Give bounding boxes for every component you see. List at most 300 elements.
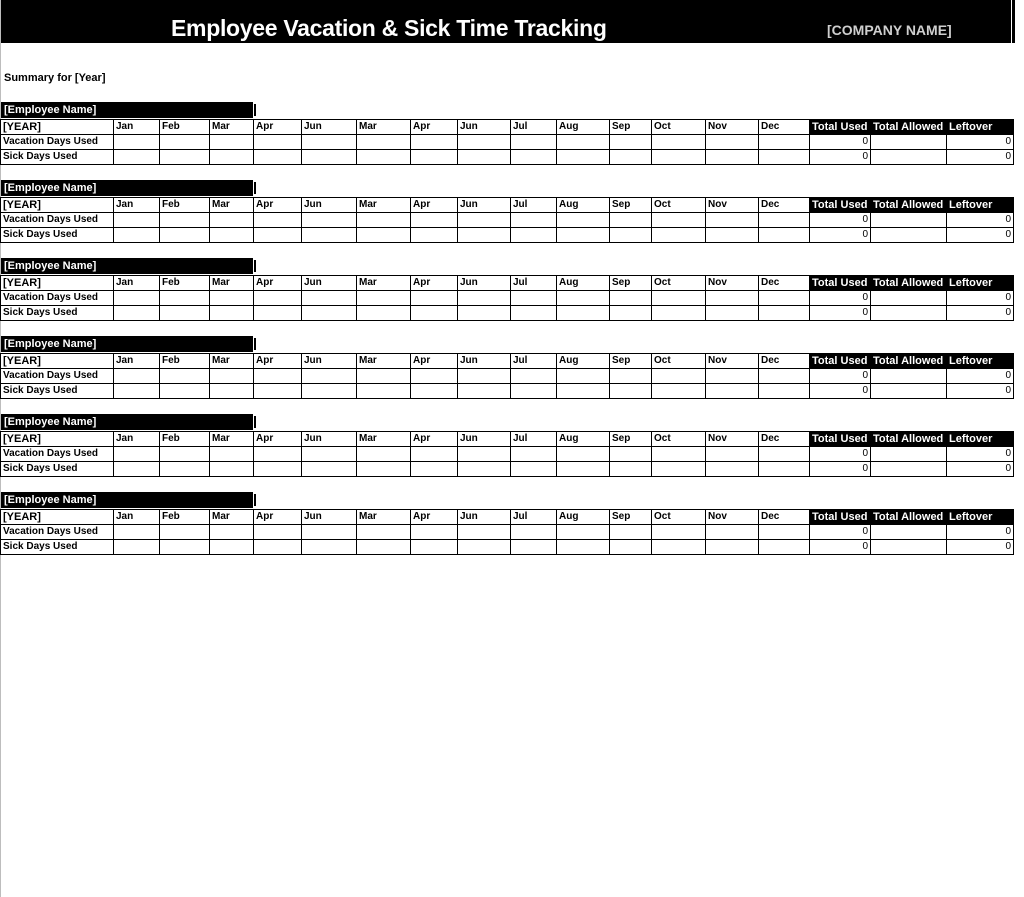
day-entry-cell[interactable] bbox=[610, 447, 652, 462]
sick-row-label: Sick Days Used bbox=[1, 384, 114, 399]
day-entry-cell[interactable] bbox=[610, 213, 652, 228]
sick-row bbox=[1, 384, 1014, 399]
total-allowed-cell[interactable] bbox=[871, 213, 947, 228]
day-entry-cell[interactable] bbox=[411, 540, 458, 555]
day-entry-cell[interactable] bbox=[759, 135, 810, 150]
day-entry-cell[interactable] bbox=[759, 525, 810, 540]
day-entry-cell[interactable] bbox=[706, 306, 759, 321]
tracking-table bbox=[0, 275, 1014, 321]
day-entry-cell[interactable] bbox=[357, 540, 411, 555]
total-used-cell: 0 bbox=[810, 228, 871, 243]
day-entry-cell[interactable] bbox=[160, 369, 210, 384]
day-entry-cell[interactable] bbox=[411, 306, 458, 321]
month-header: Aug bbox=[557, 510, 610, 525]
year-cell[interactable]: [YEAR] bbox=[1, 198, 114, 213]
day-entry-cell[interactable] bbox=[411, 135, 458, 150]
day-entry-cell[interactable] bbox=[511, 213, 557, 228]
day-entry-cell[interactable] bbox=[652, 291, 706, 306]
total-used-cell: 0 bbox=[810, 462, 871, 477]
day-entry-cell[interactable] bbox=[302, 228, 357, 243]
day-entry-cell[interactable] bbox=[114, 135, 160, 150]
leftover-header: Leftover bbox=[947, 354, 1014, 369]
day-entry-cell[interactable] bbox=[160, 150, 210, 165]
day-entry-cell[interactable] bbox=[652, 525, 706, 540]
day-entry-cell[interactable] bbox=[610, 369, 652, 384]
day-entry-cell[interactable] bbox=[706, 150, 759, 165]
table-header-row bbox=[1, 354, 1014, 369]
day-entry-cell[interactable] bbox=[357, 384, 411, 399]
day-entry-cell[interactable] bbox=[511, 462, 557, 477]
day-entry-cell[interactable] bbox=[610, 540, 652, 555]
month-header: Jul bbox=[511, 198, 557, 213]
day-entry-cell[interactable] bbox=[652, 135, 706, 150]
total-used-cell: 0 bbox=[810, 135, 871, 150]
day-entry-cell[interactable] bbox=[511, 306, 557, 321]
vacation-row bbox=[1, 291, 1014, 306]
day-entry-cell[interactable] bbox=[302, 462, 357, 477]
day-entry-cell[interactable] bbox=[210, 150, 254, 165]
month-header: Oct bbox=[652, 120, 706, 135]
day-entry-cell[interactable] bbox=[114, 213, 160, 228]
month-header: Apr bbox=[254, 510, 302, 525]
day-entry-cell[interactable] bbox=[557, 462, 610, 477]
total-allowed-cell[interactable] bbox=[871, 462, 947, 477]
day-entry-cell[interactable] bbox=[302, 447, 357, 462]
month-header: Aug bbox=[557, 276, 610, 291]
day-entry-cell[interactable] bbox=[557, 369, 610, 384]
day-entry-cell[interactable] bbox=[210, 525, 254, 540]
month-header: Jun bbox=[458, 354, 511, 369]
month-header: Mar bbox=[210, 276, 254, 291]
day-entry-cell[interactable] bbox=[511, 447, 557, 462]
day-entry-cell[interactable] bbox=[557, 525, 610, 540]
vacation-row-label: Vacation Days Used bbox=[1, 525, 114, 540]
day-entry-cell[interactable] bbox=[411, 384, 458, 399]
day-entry-cell[interactable] bbox=[511, 384, 557, 399]
day-entry-cell[interactable] bbox=[458, 306, 511, 321]
day-entry-cell[interactable] bbox=[759, 306, 810, 321]
leftover-cell: 0 bbox=[947, 135, 1014, 150]
month-header: Jul bbox=[511, 432, 557, 447]
month-header: Dec bbox=[759, 354, 810, 369]
total-used-cell: 0 bbox=[810, 213, 871, 228]
day-entry-cell[interactable] bbox=[458, 384, 511, 399]
day-entry-cell[interactable] bbox=[706, 525, 759, 540]
company-name[interactable]: [COMPANY NAME] bbox=[827, 22, 952, 38]
day-entry-cell[interactable] bbox=[759, 384, 810, 399]
total-allowed-header: Total Allowed bbox=[871, 120, 947, 135]
day-entry-cell[interactable] bbox=[411, 228, 458, 243]
day-entry-cell[interactable] bbox=[114, 228, 160, 243]
day-entry-cell[interactable] bbox=[458, 228, 511, 243]
day-entry-cell[interactable] bbox=[652, 462, 706, 477]
day-entry-cell[interactable] bbox=[458, 135, 511, 150]
day-entry-cell[interactable] bbox=[160, 228, 210, 243]
day-entry-cell[interactable] bbox=[511, 525, 557, 540]
sick-row-label: Sick Days Used bbox=[1, 540, 114, 555]
employee-name-field[interactable]: [Employee Name] bbox=[1, 102, 253, 118]
summary-label: Summary for [Year] bbox=[4, 72, 106, 84]
day-entry-cell[interactable] bbox=[652, 306, 706, 321]
day-entry-cell[interactable] bbox=[458, 369, 511, 384]
day-entry-cell[interactable] bbox=[759, 369, 810, 384]
sick-row-label: Sick Days Used bbox=[1, 306, 114, 321]
year-cell[interactable]: [YEAR] bbox=[1, 354, 114, 369]
month-header: Apr bbox=[411, 354, 458, 369]
month-header: Apr bbox=[411, 120, 458, 135]
sick-row bbox=[1, 228, 1014, 243]
month-header: Mar bbox=[210, 120, 254, 135]
day-entry-cell[interactable] bbox=[458, 525, 511, 540]
total-allowed-cell[interactable] bbox=[871, 306, 947, 321]
day-entry-cell[interactable] bbox=[357, 525, 411, 540]
day-entry-cell[interactable] bbox=[160, 306, 210, 321]
day-entry-cell[interactable] bbox=[210, 306, 254, 321]
day-entry-cell[interactable] bbox=[302, 306, 357, 321]
day-entry-cell[interactable] bbox=[114, 369, 160, 384]
day-entry-cell[interactable] bbox=[254, 447, 302, 462]
month-header: Aug bbox=[557, 354, 610, 369]
day-entry-cell[interactable] bbox=[160, 525, 210, 540]
day-entry-cell[interactable] bbox=[357, 462, 411, 477]
day-entry-cell[interactable] bbox=[210, 384, 254, 399]
day-entry-cell[interactable] bbox=[652, 228, 706, 243]
day-entry-cell[interactable] bbox=[357, 447, 411, 462]
day-entry-cell[interactable] bbox=[706, 291, 759, 306]
month-header: Aug bbox=[557, 120, 610, 135]
day-entry-cell[interactable] bbox=[511, 369, 557, 384]
day-entry-cell[interactable] bbox=[458, 462, 511, 477]
month-header: Jun bbox=[458, 198, 511, 213]
day-entry-cell[interactable] bbox=[302, 369, 357, 384]
month-header: Apr bbox=[411, 510, 458, 525]
day-entry-cell[interactable] bbox=[254, 228, 302, 243]
sick-row bbox=[1, 462, 1014, 477]
day-entry-cell[interactable] bbox=[610, 525, 652, 540]
day-entry-cell[interactable] bbox=[759, 447, 810, 462]
day-entry-cell[interactable] bbox=[759, 540, 810, 555]
day-entry-cell[interactable] bbox=[610, 135, 652, 150]
year-cell[interactable]: [YEAR] bbox=[1, 432, 114, 447]
day-entry-cell[interactable] bbox=[357, 291, 411, 306]
leftover-cell: 0 bbox=[947, 525, 1014, 540]
employee-name-field[interactable]: [Employee Name] bbox=[1, 336, 253, 352]
month-header: Mar bbox=[357, 276, 411, 291]
total-used-cell: 0 bbox=[810, 384, 871, 399]
day-entry-cell[interactable] bbox=[759, 462, 810, 477]
day-entry-cell[interactable] bbox=[511, 150, 557, 165]
day-entry-cell[interactable] bbox=[254, 369, 302, 384]
month-header: Mar bbox=[210, 198, 254, 213]
employee-name-field[interactable]: [Employee Name] bbox=[1, 258, 253, 274]
employee-name-field[interactable]: [Employee Name] bbox=[1, 180, 253, 196]
leftover-header: Leftover bbox=[947, 432, 1014, 447]
day-entry-cell[interactable] bbox=[458, 213, 511, 228]
day-entry-cell[interactable] bbox=[210, 213, 254, 228]
day-entry-cell[interactable] bbox=[210, 447, 254, 462]
day-entry-cell[interactable] bbox=[114, 291, 160, 306]
table-header-row bbox=[1, 510, 1014, 525]
day-entry-cell[interactable] bbox=[160, 540, 210, 555]
day-entry-cell[interactable] bbox=[511, 135, 557, 150]
month-header: Mar bbox=[357, 198, 411, 213]
day-entry-cell[interactable] bbox=[302, 291, 357, 306]
day-entry-cell[interactable] bbox=[652, 384, 706, 399]
day-entry-cell[interactable] bbox=[652, 150, 706, 165]
vacation-row bbox=[1, 447, 1014, 462]
header-row-edge bbox=[1012, 353, 1014, 369]
day-entry-cell[interactable] bbox=[557, 291, 610, 306]
total-allowed-cell[interactable] bbox=[871, 540, 947, 555]
day-entry-cell[interactable] bbox=[114, 150, 160, 165]
vacation-row-label: Vacation Days Used bbox=[1, 369, 114, 384]
day-entry-cell[interactable] bbox=[210, 135, 254, 150]
page-title: Employee Vacation & Sick Time Tracking bbox=[171, 15, 607, 41]
month-header: Nov bbox=[706, 354, 759, 369]
day-entry-cell[interactable] bbox=[411, 369, 458, 384]
header-row-edge bbox=[1012, 509, 1014, 525]
table-header-row bbox=[1, 432, 1014, 447]
day-entry-cell[interactable] bbox=[411, 150, 458, 165]
day-entry-cell[interactable] bbox=[759, 150, 810, 165]
day-entry-cell[interactable] bbox=[114, 384, 160, 399]
day-entry-cell[interactable] bbox=[254, 135, 302, 150]
day-entry-cell[interactable] bbox=[652, 540, 706, 555]
month-header: Sep bbox=[610, 276, 652, 291]
total-allowed-cell[interactable] bbox=[871, 150, 947, 165]
day-entry-cell[interactable] bbox=[254, 540, 302, 555]
day-entry-cell[interactable] bbox=[652, 213, 706, 228]
day-entry-cell[interactable] bbox=[254, 384, 302, 399]
tracking-table bbox=[0, 119, 1014, 165]
leftover-cell: 0 bbox=[947, 447, 1014, 462]
day-entry-cell[interactable] bbox=[114, 540, 160, 555]
month-header: Dec bbox=[759, 510, 810, 525]
day-entry-cell[interactable] bbox=[706, 462, 759, 477]
day-entry-cell[interactable] bbox=[557, 540, 610, 555]
day-entry-cell[interactable] bbox=[254, 306, 302, 321]
day-entry-cell[interactable] bbox=[610, 462, 652, 477]
day-entry-cell[interactable] bbox=[458, 291, 511, 306]
day-entry-cell[interactable] bbox=[411, 447, 458, 462]
day-entry-cell[interactable] bbox=[411, 525, 458, 540]
sick-row bbox=[1, 150, 1014, 165]
month-header: Jan bbox=[114, 198, 160, 213]
header-row-edge bbox=[1012, 431, 1014, 447]
day-entry-cell[interactable] bbox=[302, 540, 357, 555]
leftover-cell: 0 bbox=[947, 540, 1014, 555]
leftover-header: Leftover bbox=[947, 276, 1014, 291]
month-header: Apr bbox=[411, 198, 458, 213]
month-header: Jan bbox=[114, 510, 160, 525]
total-allowed-cell[interactable] bbox=[871, 228, 947, 243]
month-header: Jul bbox=[511, 120, 557, 135]
day-entry-cell[interactable] bbox=[411, 213, 458, 228]
month-header: Jun bbox=[302, 354, 357, 369]
month-header: Jun bbox=[458, 432, 511, 447]
day-entry-cell[interactable] bbox=[210, 228, 254, 243]
month-header: Nov bbox=[706, 120, 759, 135]
month-header: Apr bbox=[254, 432, 302, 447]
day-entry-cell[interactable] bbox=[357, 306, 411, 321]
total-allowed-header: Total Allowed bbox=[871, 354, 947, 369]
day-entry-cell[interactable] bbox=[759, 228, 810, 243]
total-used-header: Total Used bbox=[810, 354, 871, 369]
month-header: Jan bbox=[114, 276, 160, 291]
month-header: Feb bbox=[160, 510, 210, 525]
total-allowed-cell[interactable] bbox=[871, 291, 947, 306]
month-header: Jul bbox=[511, 510, 557, 525]
month-header: Aug bbox=[557, 198, 610, 213]
day-entry-cell[interactable] bbox=[254, 462, 302, 477]
day-entry-cell[interactable] bbox=[557, 306, 610, 321]
tracking-table bbox=[0, 431, 1014, 477]
year-cell[interactable]: [YEAR] bbox=[1, 120, 114, 135]
day-entry-cell[interactable] bbox=[302, 384, 357, 399]
day-entry-cell[interactable] bbox=[114, 447, 160, 462]
name-bar-edge bbox=[254, 104, 256, 116]
day-entry-cell[interactable] bbox=[610, 291, 652, 306]
day-entry-cell[interactable] bbox=[210, 369, 254, 384]
tracking-table bbox=[0, 509, 1014, 555]
month-header: Feb bbox=[160, 198, 210, 213]
day-entry-cell[interactable] bbox=[357, 369, 411, 384]
day-entry-cell[interactable] bbox=[160, 291, 210, 306]
vacation-row bbox=[1, 213, 1014, 228]
day-entry-cell[interactable] bbox=[557, 150, 610, 165]
name-bar-edge bbox=[254, 260, 256, 272]
sick-row-label: Sick Days Used bbox=[1, 150, 114, 165]
table-header-row bbox=[1, 198, 1014, 213]
day-entry-cell[interactable] bbox=[652, 447, 706, 462]
sick-row-label: Sick Days Used bbox=[1, 462, 114, 477]
day-entry-cell[interactable] bbox=[210, 291, 254, 306]
day-entry-cell[interactable] bbox=[254, 213, 302, 228]
day-entry-cell[interactable] bbox=[759, 213, 810, 228]
day-entry-cell[interactable] bbox=[114, 525, 160, 540]
total-used-cell: 0 bbox=[810, 150, 871, 165]
day-entry-cell[interactable] bbox=[458, 447, 511, 462]
day-entry-cell[interactable] bbox=[706, 135, 759, 150]
day-entry-cell[interactable] bbox=[210, 462, 254, 477]
day-entry-cell[interactable] bbox=[254, 525, 302, 540]
total-used-header: Total Used bbox=[810, 120, 871, 135]
day-entry-cell[interactable] bbox=[302, 525, 357, 540]
day-entry-cell[interactable] bbox=[302, 135, 357, 150]
day-entry-cell[interactable] bbox=[160, 447, 210, 462]
total-used-header: Total Used bbox=[810, 510, 871, 525]
day-entry-cell[interactable] bbox=[254, 291, 302, 306]
total-used-cell: 0 bbox=[810, 540, 871, 555]
day-entry-cell[interactable] bbox=[160, 135, 210, 150]
year-cell[interactable]: [YEAR] bbox=[1, 276, 114, 291]
sick-row-label: Sick Days Used bbox=[1, 228, 114, 243]
day-entry-cell[interactable] bbox=[610, 306, 652, 321]
day-entry-cell[interactable] bbox=[557, 213, 610, 228]
month-header: Jun bbox=[458, 276, 511, 291]
month-header: Dec bbox=[759, 198, 810, 213]
day-entry-cell[interactable] bbox=[114, 462, 160, 477]
vacation-row bbox=[1, 135, 1014, 150]
employee-name-field[interactable]: [Employee Name] bbox=[1, 492, 253, 508]
month-header: Jun bbox=[458, 120, 511, 135]
tracking-table bbox=[0, 353, 1014, 399]
day-entry-cell[interactable] bbox=[652, 369, 706, 384]
total-used-header: Total Used bbox=[810, 198, 871, 213]
day-entry-cell[interactable] bbox=[610, 150, 652, 165]
total-allowed-cell[interactable] bbox=[871, 447, 947, 462]
month-header: Apr bbox=[411, 432, 458, 447]
day-entry-cell[interactable] bbox=[706, 540, 759, 555]
day-entry-cell[interactable] bbox=[557, 135, 610, 150]
day-entry-cell[interactable] bbox=[357, 213, 411, 228]
day-entry-cell[interactable] bbox=[458, 150, 511, 165]
year-cell[interactable]: [YEAR] bbox=[1, 510, 114, 525]
day-entry-cell[interactable] bbox=[302, 150, 357, 165]
day-entry-cell[interactable] bbox=[114, 306, 160, 321]
day-entry-cell[interactable] bbox=[557, 447, 610, 462]
month-header: Oct bbox=[652, 198, 706, 213]
month-header: Mar bbox=[210, 432, 254, 447]
day-entry-cell[interactable] bbox=[357, 135, 411, 150]
day-entry-cell[interactable] bbox=[160, 213, 210, 228]
month-header: Sep bbox=[610, 432, 652, 447]
day-entry-cell[interactable] bbox=[610, 384, 652, 399]
total-allowed-cell[interactable] bbox=[871, 369, 947, 384]
day-entry-cell[interactable] bbox=[706, 213, 759, 228]
day-entry-cell[interactable] bbox=[458, 540, 511, 555]
day-entry-cell[interactable] bbox=[411, 291, 458, 306]
day-entry-cell[interactable] bbox=[557, 228, 610, 243]
day-entry-cell[interactable] bbox=[302, 213, 357, 228]
day-entry-cell[interactable] bbox=[210, 540, 254, 555]
vacation-row bbox=[1, 525, 1014, 540]
month-header: Feb bbox=[160, 120, 210, 135]
employee-name-field[interactable]: [Employee Name] bbox=[1, 414, 253, 430]
day-entry-cell[interactable] bbox=[160, 384, 210, 399]
total-used-cell: 0 bbox=[810, 447, 871, 462]
day-entry-cell[interactable] bbox=[706, 447, 759, 462]
day-entry-cell[interactable] bbox=[511, 228, 557, 243]
day-entry-cell[interactable] bbox=[511, 540, 557, 555]
day-entry-cell[interactable] bbox=[411, 462, 458, 477]
title-bar-edge bbox=[1012, 0, 1015, 43]
total-used-cell: 0 bbox=[810, 525, 871, 540]
day-entry-cell[interactable] bbox=[706, 369, 759, 384]
month-header: Oct bbox=[652, 276, 706, 291]
month-header: Dec bbox=[759, 432, 810, 447]
day-entry-cell[interactable] bbox=[759, 291, 810, 306]
day-entry-cell[interactable] bbox=[511, 291, 557, 306]
leftover-header: Leftover bbox=[947, 120, 1014, 135]
day-entry-cell[interactable] bbox=[357, 228, 411, 243]
total-allowed-cell[interactable] bbox=[871, 135, 947, 150]
day-entry-cell[interactable] bbox=[557, 384, 610, 399]
leftover-cell: 0 bbox=[947, 228, 1014, 243]
total-allowed-cell[interactable] bbox=[871, 525, 947, 540]
day-entry-cell[interactable] bbox=[706, 228, 759, 243]
day-entry-cell[interactable] bbox=[357, 150, 411, 165]
total-allowed-cell[interactable] bbox=[871, 384, 947, 399]
total-used-header: Total Used bbox=[810, 276, 871, 291]
month-header: Oct bbox=[652, 354, 706, 369]
day-entry-cell[interactable] bbox=[254, 150, 302, 165]
day-entry-cell[interactable] bbox=[706, 384, 759, 399]
day-entry-cell[interactable] bbox=[160, 462, 210, 477]
day-entry-cell[interactable] bbox=[610, 228, 652, 243]
month-header: Jan bbox=[114, 432, 160, 447]
month-header: Mar bbox=[357, 432, 411, 447]
